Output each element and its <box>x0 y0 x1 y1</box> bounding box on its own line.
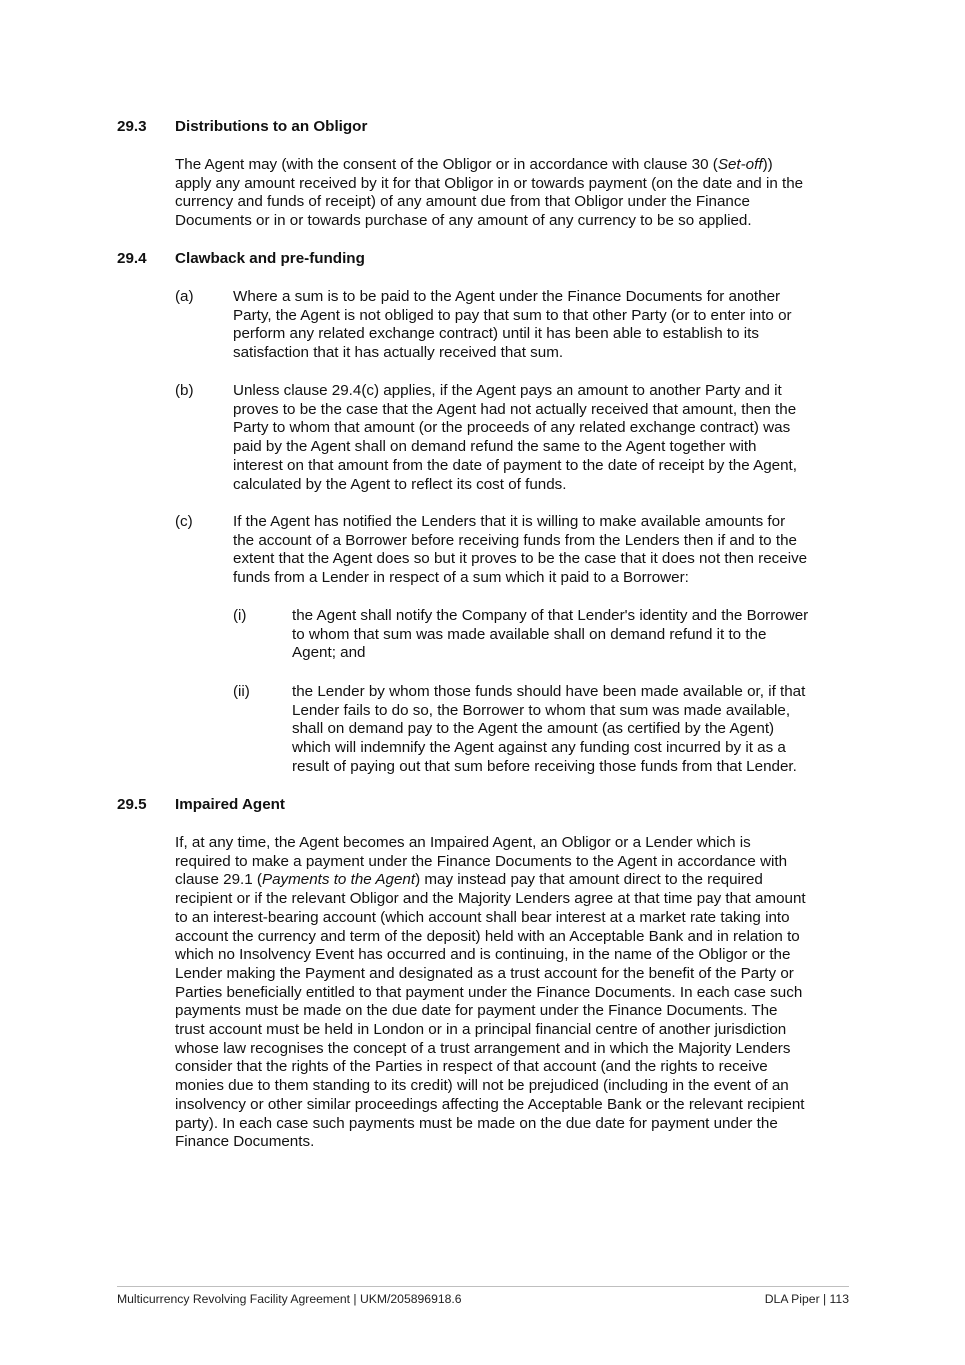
paragraph-line: consider that the rights of the Parties in respect of that account (and the rights to receive <box>175 1058 768 1076</box>
section-title: Distributions to an Obligor <box>175 118 368 135</box>
paragraph-line: Unless clause 29.4(c) applies, if the Agent pays an amount to another Party and it <box>233 382 782 399</box>
paragraph-line: to whom that sum was made available shall on demand refund it to the <box>292 625 767 643</box>
footer-divider <box>117 1286 849 1287</box>
paragraph-line: clause 29.1 (Payments to the Agent) may instead pay that amount direct to the required <box>175 871 763 889</box>
paragraph-line: the Lender by whom those funds should have been made available or, if that <box>292 683 806 700</box>
paragraph-line: If the Agent has notified the Lenders that it is willing to make available amounts for <box>233 513 786 530</box>
paragraph-line: interest on that amount from the date of payment to the date of receipt by the Agent, <box>233 456 797 474</box>
paragraph-line: Party, the Agent is not obliged to pay that sum to that other Party (or to enter into or <box>233 306 792 324</box>
clause-reference: Payments to the Agent <box>261 871 416 889</box>
paragraph-line: monies due to them standing to its credit) will not be prejudiced (including in the event of an <box>175 1077 789 1095</box>
clause-a-paragraph <box>233 288 792 363</box>
paragraph-line: shall on demand pay to the Agent the amount (as certified by the Agent) <box>292 720 775 738</box>
paragraph-line: Lender making the Payment and designated as a trust account for the benefit of the Party or <box>175 964 794 982</box>
paragraph-line: The Agent may (with the consent of the Obligor or in accordance with clause 30 (Set-off)) <box>175 156 773 173</box>
paragraph-line: Where a sum is to be paid to the Agent under the Finance Documents for another <box>233 288 781 305</box>
paragraph-line: Lender fails to do so, the Borrower to whom that sum was made available, <box>292 701 791 719</box>
clause-c-paragraph <box>233 513 807 588</box>
subclause-ii-paragraph <box>292 683 805 777</box>
subclause-i-paragraph <box>292 607 808 663</box>
paragraph-line: recipient or if the relevant Obligor and the Majority Lenders agree at that time pay that amount <box>175 890 806 908</box>
footer-page-number: DLA Piper | 113 <box>764 1292 849 1306</box>
paragraph-line: Parties beneficially entitled to that payment under the Finance Documents. In each case such <box>175 983 803 1001</box>
subclause-label-ii: (ii) <box>233 683 250 700</box>
paragraph-line: proves to be the case that the Agent had not actually received that amount, then the <box>233 400 797 418</box>
paragraph-line: the Agent shall notify the Company of that Lender's identity and the Borrower <box>292 607 809 624</box>
subclause-label-i: (i) <box>233 607 247 624</box>
section-29-5-paragraph <box>175 834 806 1152</box>
paragraph-line: which no Insolvency Event has occurred and is continuing, in the name of the Obligor or the <box>175 946 791 964</box>
clause-b-paragraph <box>233 382 797 494</box>
paragraph-line: result of paying out that sum before receiving those funds from that Lender. <box>292 757 797 775</box>
paragraph-line: the account of a Borrower before receiving funds from the Lenders then if and to the <box>233 531 797 549</box>
paragraph-line: payments must be made on the due date for payment under the Finance Documents. The <box>175 1002 778 1020</box>
paragraph-line: perform any related exchange contract) until it has been able to establish to its <box>233 325 759 343</box>
section-number: 29.5 <box>117 796 147 813</box>
paragraph-line: apply any amount received by it for that Obligor in or towards payment (on the date and in the <box>175 174 804 192</box>
paragraph-line: satisfaction that it has actually received that sum. <box>233 344 564 362</box>
paragraph-line: paid by the Agent shall on demand refund the same to the Agent together with <box>233 438 757 456</box>
paragraph-line: to an interest-bearing account (which account shall bear interest at a market rate taking into <box>175 908 790 926</box>
paragraph-line: currency and funds of receipt) of any amount due from that Obligor under the Finance <box>175 193 750 211</box>
section-29-3-paragraph <box>175 156 803 231</box>
paragraph-line: calculated by the Agent to reflect its cost of funds. <box>233 475 567 493</box>
clause-label-c: (c) <box>175 513 193 530</box>
paragraph-line: If, at any time, the Agent becomes an Impaired Agent, an Obligor or a Lender which is <box>175 834 751 851</box>
section-title: Clawback and pre-funding <box>175 250 365 267</box>
paragraph-line: party). In each case such payments must be made on the due date for payment under the <box>175 1114 778 1132</box>
section-number: 29.3 <box>117 118 147 135</box>
clause-reference: Set-off <box>717 156 763 173</box>
paragraph-line: extent that the Agent does so but it proves to be the case that it does not then receive <box>233 550 808 568</box>
paragraph-line: whose law recognises the concept of a trust arrangement and in which the Majority Lenders <box>175 1039 791 1057</box>
paragraph-line: Party to whom that amount (or the proceeds of any related exchange contract) was <box>233 419 791 437</box>
paragraph-line: trust account must be held in London or in a principal financial centre of another jurisdiction <box>175 1021 787 1039</box>
footer-document-reference: Multicurrency Revolving Facility Agreement | UKM/205896918.6 <box>117 1292 462 1306</box>
paragraph-line: insolvency or other similar proceedings affecting the Acceptable Bank or the relevant recipient <box>175 1095 805 1113</box>
paragraph-line: funds from a Lender in respect of a sum which it paid to a Borrower: <box>233 569 689 587</box>
clause-label-a: (a) <box>175 288 194 305</box>
clause-label-b: (b) <box>175 382 194 399</box>
paragraph-line: required to make a payment under the Finance Documents to the Agent in accordance with <box>175 852 788 870</box>
paragraph-line: Documents or in or towards purchase of any amount of any currency to be so applied. <box>175 212 752 230</box>
paragraph-line: which will indemnify the Agent against any funding cost incurred by it as a <box>292 739 786 757</box>
paragraph-line: Finance Documents. <box>175 1133 315 1151</box>
section-title: Impaired Agent <box>175 796 285 813</box>
paragraph-line: account the currency and term of the deposit) held with an Acceptable Bank and in relation to <box>175 927 800 945</box>
section-number: 29.4 <box>117 250 147 267</box>
paragraph-line: Agent; and <box>292 644 366 662</box>
